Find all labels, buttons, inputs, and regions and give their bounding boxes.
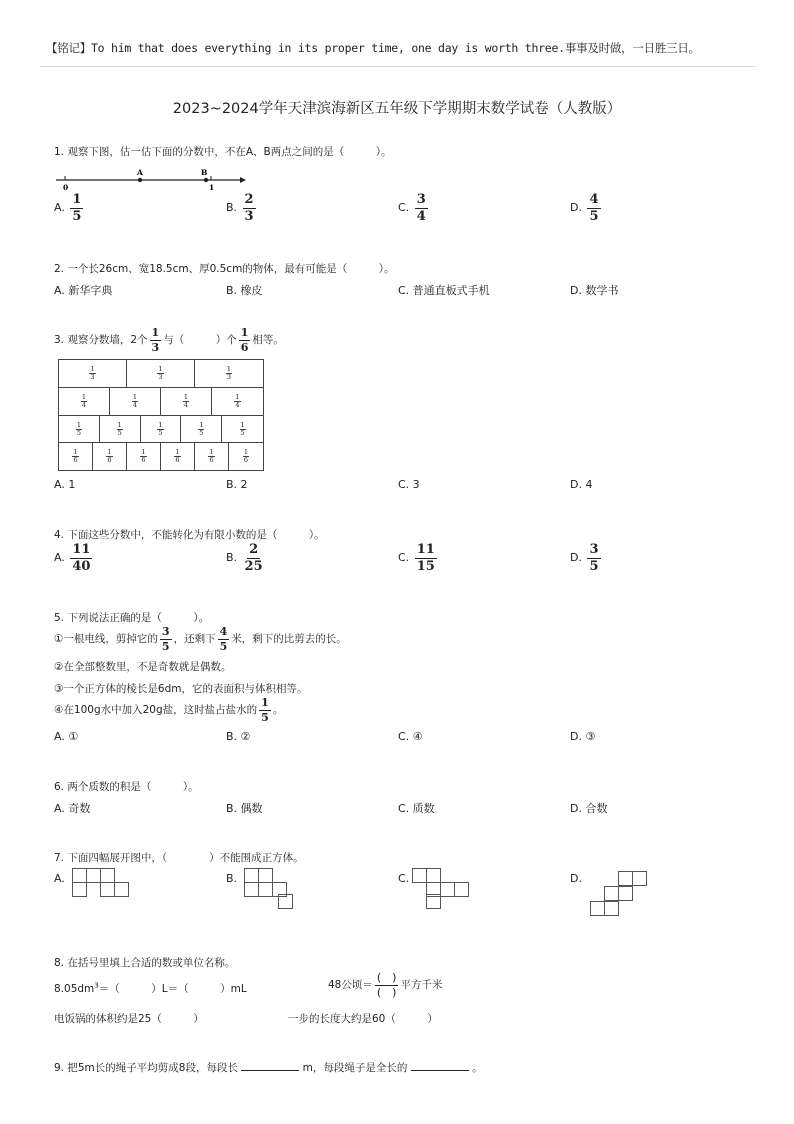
point-a — [138, 178, 142, 182]
q2-option-a[interactable]: A. 新华字典 — [54, 284, 113, 297]
net-square — [454, 882, 469, 897]
question-2-text: 2. 一个长26cm、宽18.5cm、厚0.5cm的物体，最有可能是（ ）。 — [54, 263, 395, 275]
q3-option-d[interactable]: D. 4 — [570, 478, 593, 491]
q1-option-c[interactable]: C. $\frac{3}{4}$ — [398, 192, 426, 224]
net-square — [618, 886, 633, 901]
q6-option-c[interactable]: C. 质数 — [398, 802, 435, 815]
net-square — [244, 882, 259, 897]
wall-row-sixths — [59, 443, 263, 470]
q3-option-b[interactable]: B. 2 — [226, 478, 248, 491]
fraction: $\frac{3}{4}$ — [416, 192, 426, 224]
net-square — [258, 868, 273, 883]
q5-statement-3: ③一个正方体的棱长是6dm，它的表面积与体积相等。 — [54, 683, 308, 695]
header-divider — [40, 66, 756, 67]
net-square — [114, 882, 129, 897]
q4-option-b[interactable]: B. $\frac{2}{25}$ — [226, 542, 263, 574]
fraction: $\frac{11}{40}$ — [72, 542, 91, 574]
wall-cell: $\frac{1}{6}$ — [161, 443, 195, 470]
q5-statement-4: ④在100g水中加入20g盐，这时盐占盐水的 $\frac{1}{5}$ 。 — [54, 696, 284, 724]
question-8-text: 8. 在括号里填上合适的数或单位名称。 — [54, 957, 236, 969]
q3-option-a[interactable]: A. 1 — [54, 478, 76, 491]
q6-option-b[interactable]: B. 偶数 — [226, 802, 263, 815]
fraction: $\frac{11}{15}$ — [416, 542, 435, 574]
q6-option-d[interactable]: D. 合数 — [570, 802, 608, 815]
wall-cell: $\frac{1}{4}$ — [110, 388, 161, 415]
number-line — [54, 168, 254, 192]
question-1-text: 1. 观察下图，估一估下面的分数中，不在A、B两点之间的是（ ）。 — [54, 146, 392, 158]
fraction-wall — [58, 359, 264, 471]
net-square — [426, 894, 441, 909]
net-square — [632, 871, 647, 886]
net-square — [100, 882, 115, 897]
wall-cell: $\frac{1}{6}$ — [93, 443, 127, 470]
q2-option-c[interactable]: C. 普通直板式手机 — [398, 284, 490, 297]
wall-row-fifths — [59, 416, 263, 443]
net-square — [426, 868, 441, 883]
q5-statement-1: ①一根电线，剪掉它的 $\frac{3}{5}$ ，还剩下 $\frac{4}{5}$ 米，剩下的比剪去的长。 — [54, 625, 347, 653]
q5-option-c[interactable]: C. ④ — [398, 730, 423, 743]
fraction: $\frac{1}{5}$ — [72, 192, 82, 224]
fraction: $\frac{1}{5}$ — [261, 696, 269, 724]
fraction: $\frac{3}{5}$ — [161, 625, 170, 653]
q1-option-d[interactable]: D. $\frac{4}{5}$ — [570, 192, 599, 224]
fraction: $\frac{4}{5}$ — [589, 192, 599, 224]
net-square — [618, 871, 633, 886]
q4-option-c[interactable]: C. $\frac{11}{15}$ — [398, 542, 435, 574]
wall-cell: $\frac{1}{5}$ — [181, 416, 222, 442]
q2-option-d[interactable]: D. 数学书 — [570, 284, 619, 297]
fraction: $\frac{2}{25}$ — [244, 542, 263, 574]
net-square — [412, 868, 427, 883]
wall-cell: $\frac{1}{5}$ — [141, 416, 182, 442]
q8-part-d: 一步的长度大约是60（ ） — [288, 1013, 438, 1025]
page-title: 2023~2024学年天津滨海新区五年级下学期期末数学试卷（人教版） — [172, 101, 622, 117]
q3-option-c[interactable]: C. 3 — [398, 478, 420, 491]
q5-option-d[interactable]: D. ③ — [570, 730, 596, 743]
q4-option-a[interactable]: A. $\frac{11}{40}$ — [54, 542, 91, 574]
label-a: A — [137, 168, 143, 177]
net-square — [244, 868, 259, 883]
wall-row-thirds — [59, 360, 263, 388]
q5-option-b[interactable]: B. ② — [226, 730, 251, 743]
question-5-text: 5. 下列说法正确的是（ ）。 — [54, 612, 210, 624]
wall-cell: $\frac{1}{5}$ — [240, 420, 245, 437]
net-square — [72, 882, 87, 897]
fraction: $\frac{4}{5}$ — [219, 625, 228, 653]
question-4-text: 4. 下面这些分数中，不能转化为有限小数的是（ ）。 — [54, 529, 325, 541]
q7-option-c[interactable]: C. — [398, 872, 410, 885]
number-line-arrow — [240, 177, 246, 183]
q7-option-a[interactable]: A. — [54, 872, 65, 885]
q7-option-d[interactable]: D. — [570, 872, 582, 885]
fraction: $\frac{1}{6}$ — [240, 326, 249, 354]
wall-cell: $\frac{1}{4}$ — [235, 393, 240, 409]
net-square — [100, 868, 115, 883]
net-square — [440, 882, 455, 897]
wall-cell: $\frac{1}{3}$ — [127, 360, 195, 387]
net-square — [604, 886, 619, 901]
q1-option-a[interactable]: A. $\frac{1}{5}$ — [54, 192, 82, 224]
q4-option-d[interactable]: D. $\frac{3}{5}$ — [570, 542, 599, 574]
q6-option-a[interactable]: A. 奇数 — [54, 802, 91, 815]
net-square — [278, 894, 293, 909]
answer-blank-1[interactable] — [241, 1060, 299, 1071]
point-b — [204, 178, 208, 182]
q1-option-b[interactable]: B. $\frac{2}{3}$ — [226, 192, 254, 224]
question-7-text: 7. 下面四幅展开图中，（ ）不能围成正方体。 — [54, 852, 304, 864]
wall-cell: $\frac{1}{5}$ — [100, 416, 141, 442]
net-square — [72, 868, 87, 883]
wall-cell: $\frac{1}{3}$ — [226, 365, 232, 381]
fraction: $\frac{( )}{( )}$ — [376, 971, 397, 999]
net-square — [590, 901, 605, 916]
net-square — [86, 868, 101, 883]
wall-cell: $\frac{1}{6}$ — [127, 443, 161, 470]
answer-blank-2[interactable] — [411, 1060, 469, 1071]
wall-cell: $\frac{1}{6}$ — [195, 443, 229, 470]
wall-cell: $\frac{1}{6}$ — [243, 448, 249, 464]
wall-row-quarters — [59, 388, 263, 416]
q7-option-b[interactable]: B. — [226, 872, 238, 885]
fraction: $\frac{3}{5}$ — [589, 542, 599, 574]
net-square — [258, 882, 273, 897]
fraction: $\frac{1}{3}$ — [151, 326, 160, 354]
q5-statement-2: ②在全部整数里，不是奇数就是偶数。 — [54, 661, 232, 673]
q8-part-c: 电饭锅的体积约是25（ ） — [54, 1013, 204, 1025]
wall-cell: $\frac{1}{4}$ — [161, 388, 212, 415]
question-3-text: 3. 观察分数墙，2个 $\frac{1}{3}$ 与（ ）个 $\frac{1}{6}$ 相等。 — [54, 326, 284, 354]
motto-header: 【铭记】To him that does everything in its proper time, one day is worth three.事事及时做，一日胜三日。 — [46, 41, 700, 55]
question-6-text: 6. 两个质数的积是（ ）。 — [54, 781, 199, 793]
question-9-text: 9. 把5m长的绳子平均剪成8段，每段长 m，每段绳子是全长的 。 — [54, 1062, 483, 1074]
q5-option-a[interactable]: A. ① — [54, 730, 79, 743]
fraction: $\frac{2}{3}$ — [244, 192, 254, 224]
net-square — [604, 901, 619, 916]
label-one: 1 — [209, 183, 215, 192]
q8-part-b: 48公顷＝ $\frac{( )}{( )}$ 平方千米 — [328, 971, 443, 999]
wall-cell: $\frac{1}{6}$ — [59, 443, 93, 470]
wall-cell: $\frac{1}{3}$ — [59, 360, 127, 387]
q2-option-b[interactable]: B. 橡皮 — [226, 284, 263, 297]
wall-cell: $\frac{1}{4}$ — [59, 388, 110, 415]
label-b: B — [201, 168, 208, 177]
wall-cell: $\frac{1}{5}$ — [59, 416, 100, 442]
q8-part-a: $8.05dm^3=$（ ）L＝（ ）mL — [54, 981, 247, 995]
label-zero: 0 — [63, 183, 69, 192]
